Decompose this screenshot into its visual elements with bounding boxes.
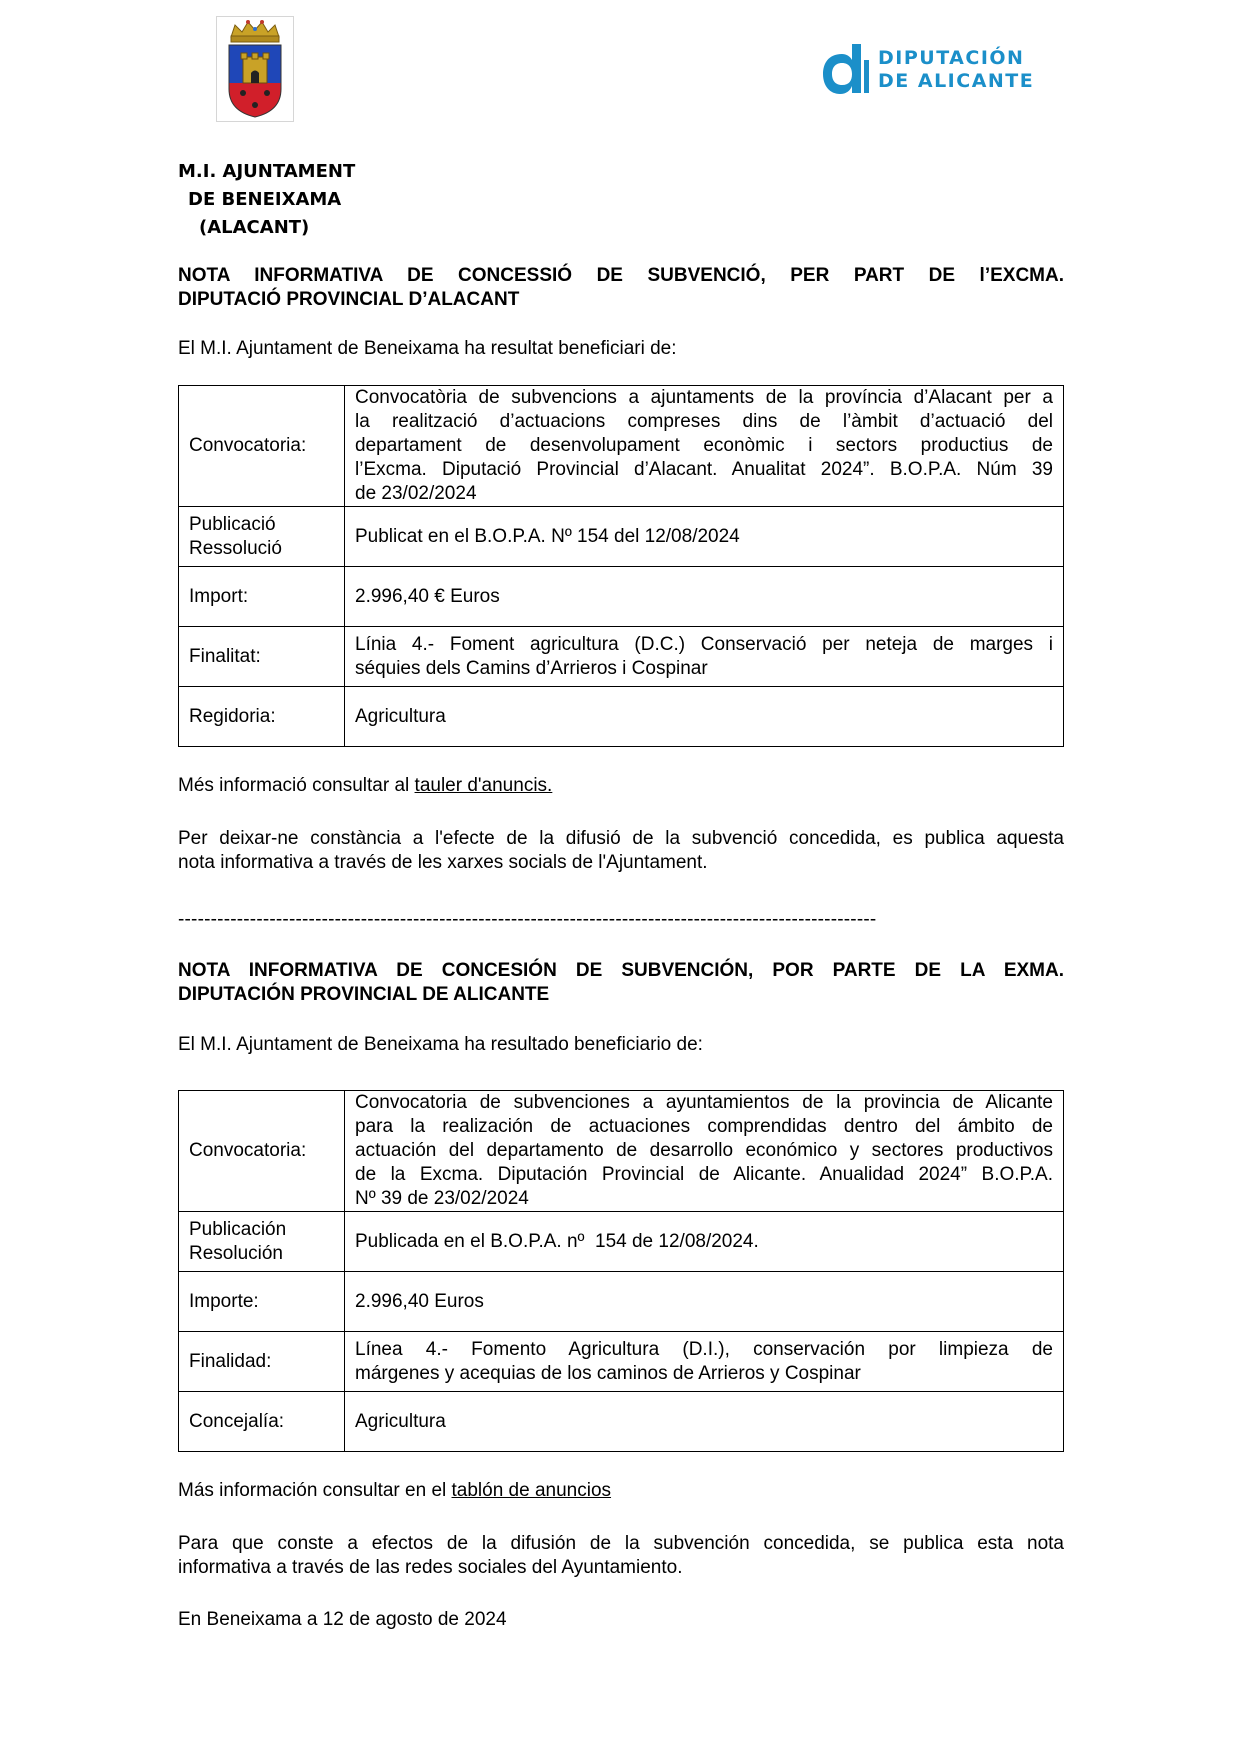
row-value: Línea 4.- Fomento Agricultura (D.I.), conservación por limpieza de márgenes y acequias de los caminos de Arrieros y Cospinar	[345, 1332, 1064, 1392]
row-value: Publicat en el B.O.P.A. Nº 154 del 12/08/2024	[345, 507, 1064, 567]
signature-date: En Beneixama a 12 de agosto de 2024	[178, 1609, 507, 1630]
row-value: 2.996,40 € Euros	[345, 567, 1064, 627]
dip-logo-icon	[820, 40, 870, 100]
heading-spanish	[178, 959, 1064, 1007]
heading-line: NOTA INFORMATIVA DE CONCESSIÓ DE SUBVENCIÓ, PER PART DE l’EXCMA.	[178, 265, 1064, 286]
municipality-line: DE BENEIXAMA	[188, 189, 342, 210]
row-value: Publicada en el B.O.P.A. nº 154 de 12/08/2024.	[345, 1212, 1064, 1272]
dip-logo-line1: DIPUTACIÓN	[878, 47, 1025, 69]
table-valencian	[178, 385, 1064, 747]
row-label: Publicación Resolución	[179, 1212, 345, 1272]
row-value: Convocatòria de subvencions a ajuntaments de la província d’Alacant per a la realització d’actuacions compreses dins de l’àmbit d’actuació del departament de desenvolupament econòmic i sectors productius de l’Excma. Diputació Provincial d’Alacant. Anualitat 2024”. B.O.P.A. Núm 39 de 23/02/2024	[345, 386, 1064, 507]
diputacion-logo	[772, 10, 1058, 130]
heading-line: DIPUTACIÓN PROVINCIAL DE ALICANTE	[178, 984, 550, 1005]
more-info-spanish: Más información consultar en el tablón de anuncios	[178, 1480, 612, 1501]
notice-board-link[interactable]: tauler d'anuncis.	[414, 775, 553, 796]
municipality-name	[178, 158, 355, 242]
table-row	[179, 1091, 1064, 1212]
dip-logo-line2: DE ALICANTE	[878, 70, 1035, 92]
notice-board-link[interactable]: tablón de anuncios	[451, 1480, 612, 1501]
table-row	[179, 386, 1064, 507]
row-label: Finalidad:	[179, 1332, 345, 1392]
heading-valencian	[178, 264, 1064, 312]
heading-line: NOTA INFORMATIVA DE CONCESIÓN DE SUBVENCIÓN, POR PARTE DE LA EXMA.	[178, 960, 1064, 981]
table-row	[179, 507, 1064, 567]
closing-valencian: Per deixar-ne constància a l'efecte de la difusió de la subvenció concedida, es publica aquesta nota informativa a través de les xarxes socials de l'Ajuntament.	[178, 828, 1064, 873]
heading-line: DIPUTACIÓ PROVINCIAL D’ALACANT	[178, 289, 520, 310]
row-value: Convocatoria de subvenciones a ayuntamientos de la provincia de Alicante para la realización de actuaciones comprendidas dentro del ámbito de actuación del departamento de desarrollo económico y sectores productivos de la Excma. Diputación Provincial de Alicante. Anualidad 2024” B.O.P.A. Nº 39 de 23/02/2024	[345, 1091, 1064, 1212]
row-value: Línia 4.- Foment agricultura (D.C.) Conservació per neteja de marges i séquies dels Camins d’Arrieros i Cospinar	[345, 627, 1064, 687]
row-label: Convocatoria:	[179, 1091, 345, 1212]
row-label: Publicació Ressolució	[179, 507, 345, 567]
table-row	[179, 1212, 1064, 1272]
row-value: 2.996,40 Euros	[345, 1272, 1064, 1332]
table-row	[179, 627, 1064, 687]
row-label: Concejalía:	[179, 1392, 345, 1452]
municipal-crest-icon	[216, 16, 294, 122]
table-row	[179, 687, 1064, 747]
table-row	[179, 1332, 1064, 1392]
more-info-valencian: Més informació consultar al tauler d'anuncis.	[178, 775, 553, 796]
table-row	[179, 1272, 1064, 1332]
row-label: Import:	[179, 567, 345, 627]
row-label: Importe:	[179, 1272, 345, 1332]
row-label: Regidoria:	[179, 687, 345, 747]
intro-valencian: El M.I. Ajuntament de Beneixama ha resultat beneficiari de:	[178, 338, 677, 359]
closing-spanish: Para que conste a efectos de la difusión de la subvención concedida, se publica esta nota informativa a través de las redes sociales del Ayuntamiento.	[178, 1533, 1064, 1578]
table-row	[179, 1392, 1064, 1452]
table-row	[179, 567, 1064, 627]
municipality-line: (ALACANT)	[199, 217, 310, 238]
table-spanish	[178, 1090, 1064, 1452]
row-label: Convocatoria:	[179, 386, 345, 507]
row-value: Agricultura	[345, 687, 1064, 747]
row-value: Agricultura	[345, 1392, 1064, 1452]
separator-line: -----------------------------------------------------------------------------------------------------------	[178, 909, 877, 930]
municipality-line: M.I. AJUNTAMENT	[178, 161, 356, 182]
row-label: Finalitat:	[179, 627, 345, 687]
intro-spanish: El M.I. Ajuntament de Beneixama ha resultado beneficiario de:	[178, 1034, 703, 1055]
